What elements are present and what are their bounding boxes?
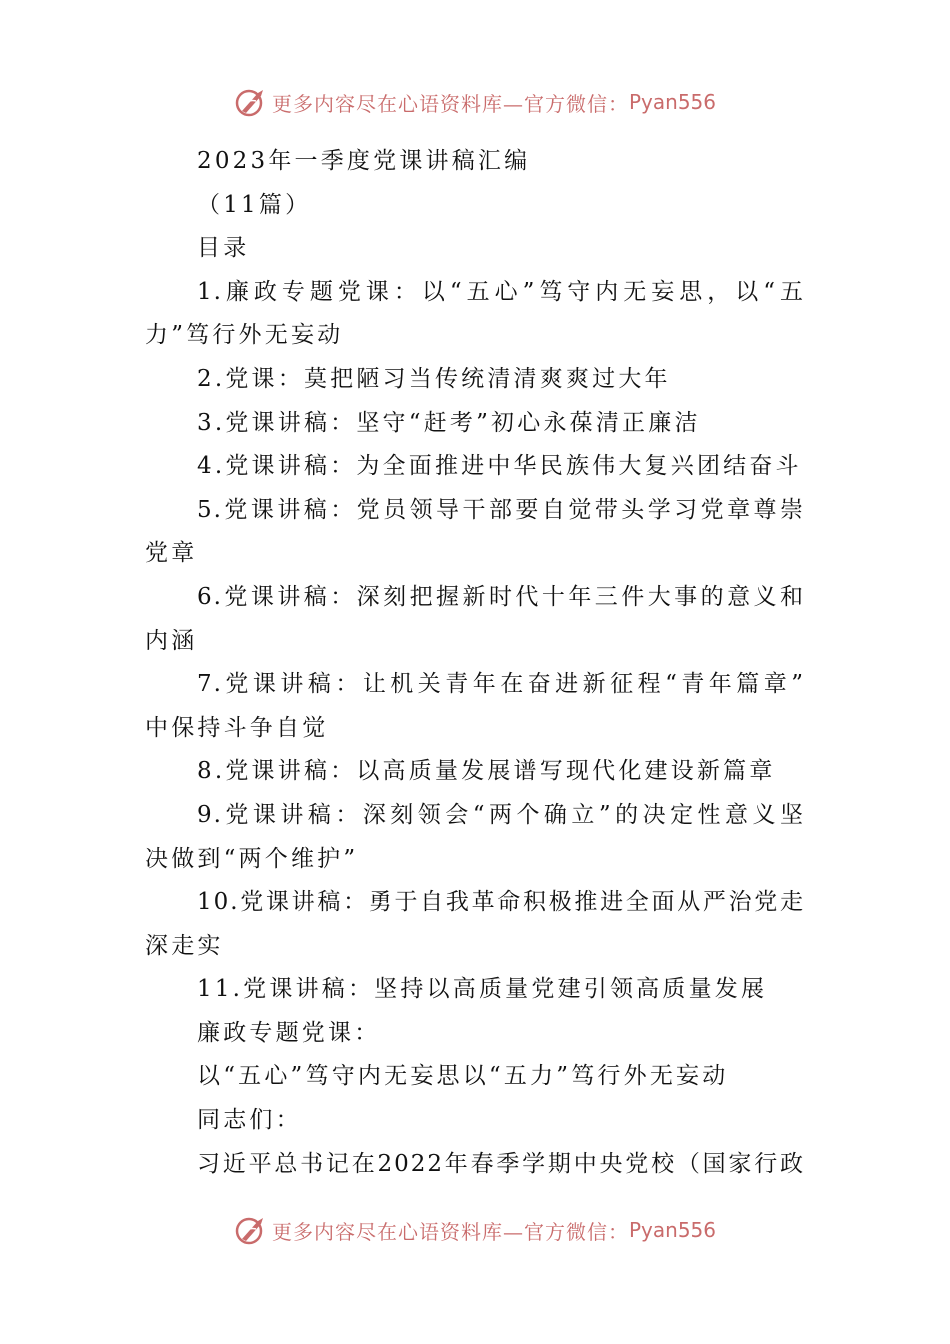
toc-item: 7.党课讲稿：让机关青年在奋进新征程“青年篇章”: [197, 671, 805, 698]
toc-item: 9.党课讲稿：深刻领会“两个确立”的决定性意义坚: [197, 801, 805, 828]
toc-item-continuation: 力”笃行外无妄动: [145, 322, 344, 349]
toc-item-continuation: 深走实: [145, 932, 224, 959]
watermark-wechat-id: Pyan556: [628, 1218, 716, 1242]
toc-item-continuation: 决做到“两个维护”: [145, 845, 359, 872]
document-title: 2023年一季度党课讲稿汇编: [197, 148, 531, 174]
toc-item: 11.党课讲稿：坚持以高质量党建引领高质量发展: [197, 976, 768, 1003]
watermark-footer: [0, 1210, 950, 1250]
section-title: 廉政专题党课：: [197, 1019, 381, 1046]
toc-item: 4.党课讲稿：为全面推进中华民族伟大复兴团结奋斗: [197, 453, 802, 480]
toc-item: 8.党课讲稿：以高质量发展谱写现代化建设新篇章: [197, 758, 776, 785]
watermark-header: [0, 82, 950, 122]
watermark-wechat-id: Pyan556: [628, 90, 716, 114]
pen-logo-icon: [234, 85, 268, 119]
toc-item: 10.党课讲稿：勇于自我革命积极推进全面从严治党走: [197, 889, 805, 916]
toc-item: 2.党课：莫把陋习当传统清清爽爽过大年: [197, 365, 671, 392]
greeting: 同志们：: [197, 1107, 302, 1134]
toc-item: 5.党课讲稿：党员领导干部要自觉带头学习党章尊崇: [197, 496, 805, 523]
toc-item: 1.廉政专题党课：以“五心”笃守内无妄思，以“五: [197, 278, 805, 305]
section-subtitle: 以“五心”笃守内无妄思以“五力”笃行外无妄动: [197, 1063, 729, 1090]
body-paragraph-start: 习近平总书记在2022年春季学期中央党校（国家行政: [197, 1150, 805, 1177]
watermark-text: 更多内容尽在心语资料库—官方微信：: [271, 91, 629, 116]
toc-heading: 目录: [197, 235, 250, 262]
watermark-text: 更多内容尽在心语资料库—官方微信：: [271, 1219, 629, 1244]
toc-item: 3.党课讲稿：坚守“赶考”初心永葆清正廉洁: [197, 409, 701, 436]
toc-item-continuation: 内涵: [145, 627, 198, 654]
document-body: [145, 140, 805, 1186]
pen-logo-icon: [234, 1213, 268, 1247]
toc-item: 6.党课讲稿：深刻把握新时代十年三件大事的意义和: [197, 583, 805, 610]
document-count: （11篇）: [197, 191, 312, 218]
toc-item-continuation: 中保持斗争自觉: [145, 714, 329, 741]
toc-item-continuation: 党章: [145, 540, 198, 567]
